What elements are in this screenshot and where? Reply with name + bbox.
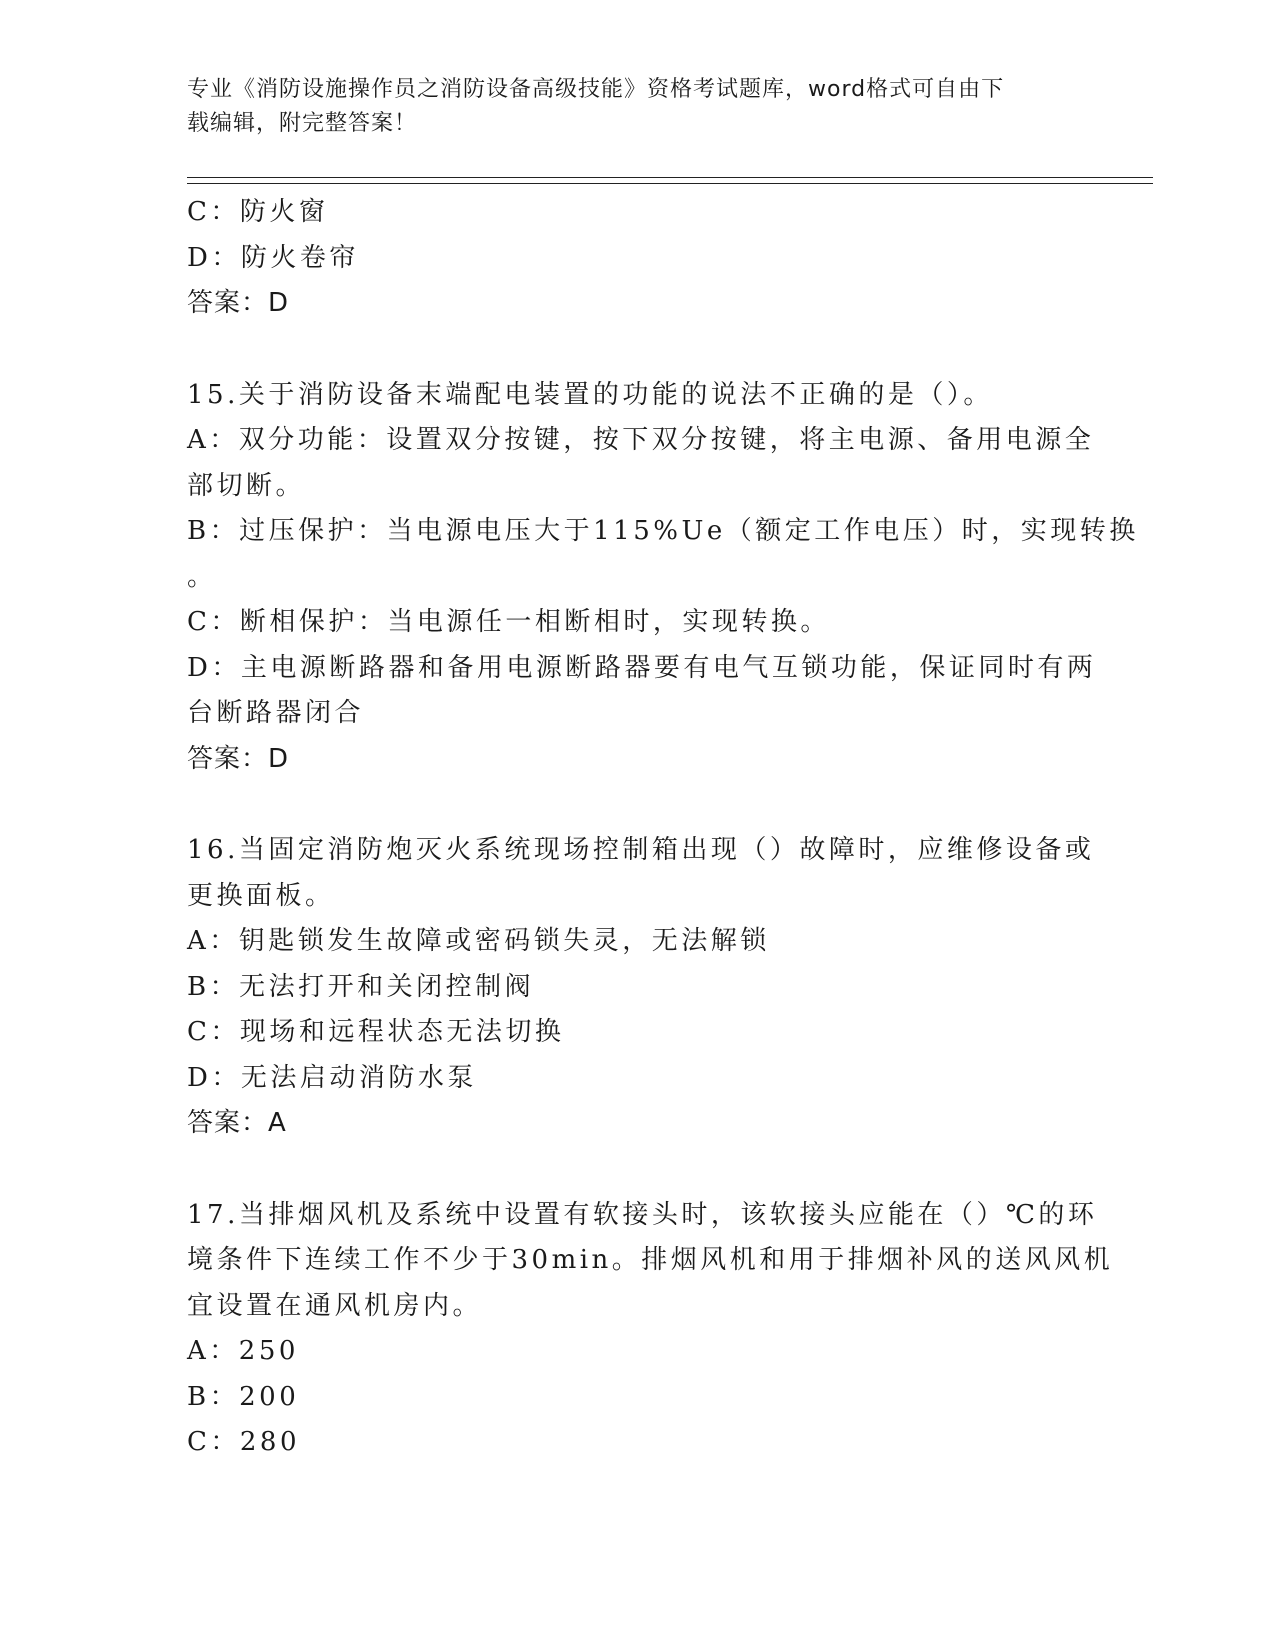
option-a-continued: 部切断。 xyxy=(187,470,306,501)
option-a: A：250 xyxy=(187,1336,299,1366)
option-a: A：双分功能：设置双分按键，按下双分按键，将主电源、备用电源全 xyxy=(187,425,1095,455)
previous-question-tail xyxy=(187,190,1087,327)
option-b: B：无法打开和关闭控制阀 xyxy=(187,971,535,1002)
header-line-1: 专业《消防设施操作员之消防设备高级技能》资格考试题库，word格式可自由下 xyxy=(187,77,1005,102)
question-stem-continued: 境条件下连续工作不少于30min。排烟风机和用于排烟补风的送风风机 xyxy=(187,1245,1114,1275)
option-b: B：200 xyxy=(187,1381,300,1412)
question-content xyxy=(187,190,1139,1466)
option-d: D：主电源断路器和备用电源断路器要有电气互锁功能，保证同时有两 xyxy=(187,652,1097,683)
option-a: A：钥匙锁发生故障或密码锁失灵，无法解锁 xyxy=(187,926,770,956)
question-stem-continued: 更换面板。 xyxy=(187,880,335,911)
option-c: C：防火窗 xyxy=(187,197,329,227)
question-stem-continued: 宜设置在通风机房内。 xyxy=(187,1290,483,1321)
option-d: D：无法启动消防水泵 xyxy=(187,1062,477,1093)
option-d: D：防火卷帘 xyxy=(187,242,359,273)
header-divider-top xyxy=(187,177,1153,178)
question-15 xyxy=(187,373,1139,783)
answer-line: 答案：D xyxy=(187,743,290,774)
option-b: B：过压保护：当电源电压大于115%Ue（额定工作电压）时，实现转换 xyxy=(187,516,1139,546)
answer-line: 答案：D xyxy=(187,288,290,318)
header-line-2: 载编辑，附完整答案！ xyxy=(187,111,418,136)
question-stem: 15.关于消防设备末端配电装置的功能的说法不正确的是（）。 xyxy=(187,379,993,410)
question-17 xyxy=(187,1193,1114,1466)
question-stem: 17.当排烟风机及系统中设置有软接头时，该软接头应能在（）℃的环 xyxy=(187,1199,1098,1230)
option-c: C：280 xyxy=(187,1427,301,1457)
question-16 xyxy=(187,828,1095,1147)
page-header xyxy=(187,73,1067,141)
option-c: C：现场和远程状态无法切换 xyxy=(187,1017,565,1047)
option-c: C：断相保护：当电源任一相断相时，实现转换。 xyxy=(187,607,830,637)
option-d-continued: 台断路器闭合 xyxy=(187,698,365,728)
option-b-continued: 。 xyxy=(187,561,217,592)
answer-line: 答案：A xyxy=(187,1108,287,1138)
question-stem: 16.当固定消防炮灭火系统现场控制箱出现（）故障时，应维修设备或 xyxy=(187,835,1095,865)
header-divider-bottom xyxy=(187,183,1153,184)
